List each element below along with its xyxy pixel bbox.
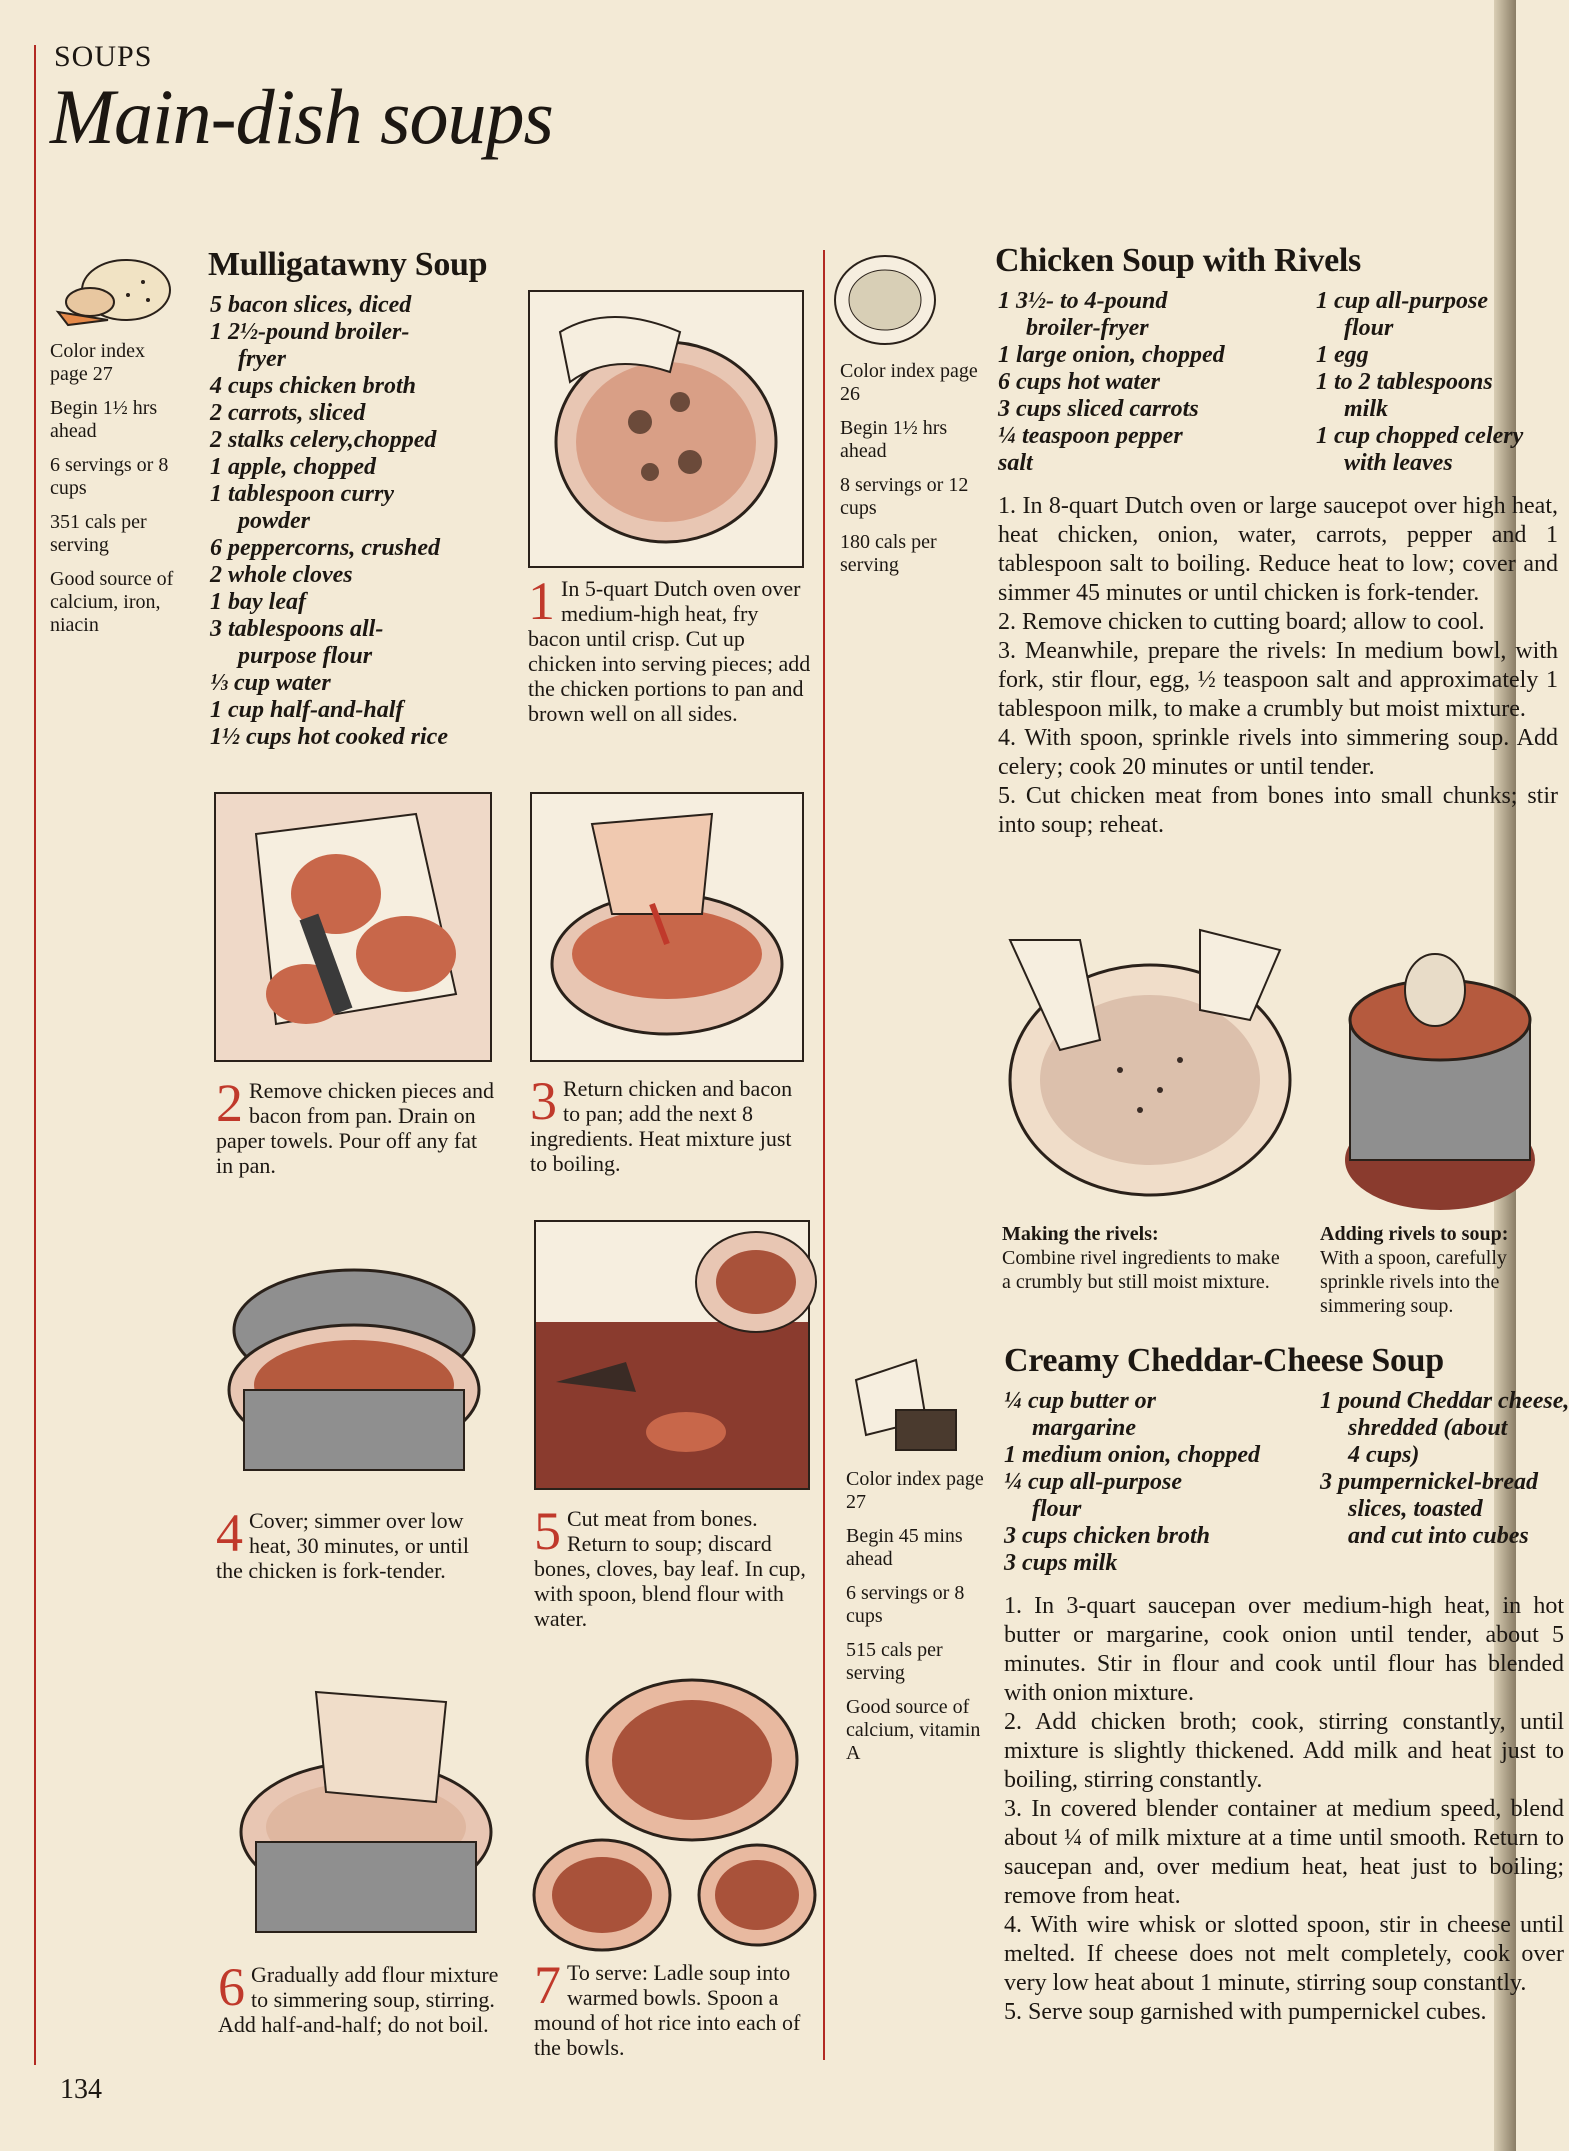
begin-time: Begin 45 mins ahead: [846, 1525, 963, 1570]
servings: 6 servings or 8 cups: [846, 1582, 965, 1627]
step-number: 6: [218, 1957, 245, 2017]
ingredient: 2 whole cloves: [210, 562, 353, 588]
soup-bowl-icon: [830, 250, 940, 350]
ingredient: 1 2½-pound broiler-: [210, 319, 410, 345]
page-number: 134: [60, 2074, 102, 2105]
ingredient: 3 pumpernickel-bread: [1320, 1469, 1538, 1495]
step-text: In 5-quart Dutch oven over medium-high heat, fry bacon until crisp. Cut up chicken into serving pieces; add the chicken portions to pan and brown well on all sides.: [528, 576, 811, 726]
ingredient-list: [998, 288, 1318, 477]
step-text: Cut meat from bones. Return to soup; discard bones, cloves, bay leaf. In cup, with spoon, blend flour with water.: [534, 1506, 806, 1631]
ingredient: 1 cup all-purpose: [1316, 288, 1489, 314]
left-margin-rule: [34, 45, 36, 2065]
recipe-title: Creamy Cheddar-Cheese Soup: [1004, 1342, 1444, 1379]
ingredient: 1½ cups hot cooked rice: [210, 724, 448, 750]
ingredient: 6 peppercorns, crushed: [210, 535, 441, 561]
ingredient: 5 bacon slices, diced: [210, 292, 412, 318]
caption-title: Making the rivels:: [1002, 1223, 1159, 1245]
step-number: 3: [530, 1071, 557, 1131]
step-number: 2: [216, 1073, 243, 1133]
servings: 8 servings or 12 cups: [840, 474, 969, 519]
column-divider-rule: [823, 250, 825, 2060]
step-4: [216, 1503, 498, 1583]
color-index: Color index page 27: [50, 340, 145, 385]
recipe-title: Chicken Soup with Rivels: [995, 242, 1361, 279]
step-5-illustration: [534, 1220, 810, 1490]
ingredient: shredded (about: [1348, 1415, 1508, 1441]
color-index: Color index page 26: [840, 360, 978, 405]
rivels-caption-1: [1002, 1222, 1292, 1294]
section-label: SOUPS: [54, 40, 153, 73]
ingredient: powder: [238, 508, 310, 534]
ingredient: 3 tablespoons all-: [210, 616, 384, 642]
ingredient: ⅓ cup water: [210, 670, 331, 696]
ingredient: with leaves: [1344, 450, 1453, 476]
step-number: 1: [528, 571, 555, 631]
cheese-and-bread-icon: [846, 1350, 966, 1460]
ingredient: broiler-fryer: [1026, 315, 1149, 341]
nutrition-note: Good source of calcium, vitamin A: [846, 1696, 981, 1764]
cheddar-sidebar: [846, 1468, 986, 1776]
direction: 1. In 8-quart Dutch oven or large saucepot over high heat, heat chicken, onion, water, carrots, pepper and 1 tablespoon salt to boiling. Reduce heat to low; cover and simmer 45 minutes or until chicken is fork-tender.: [998, 493, 1558, 606]
servings: 6 servings or 8 cups: [50, 454, 169, 499]
rivels-sidebar: [840, 360, 980, 588]
step-1: [528, 571, 814, 726]
ingredient: flour: [1032, 1496, 1082, 1522]
ingredient: 1 to 2 tablespoons: [1316, 369, 1493, 395]
step-3: [530, 1071, 812, 1176]
ingredient: 1 cup half-and-half: [210, 697, 404, 723]
ingredient: 1 cup chopped celery: [1316, 423, 1524, 449]
ingredient: purpose flour: [238, 643, 373, 669]
step-7-illustration: [532, 1670, 816, 1950]
ingredient: slices, toasted: [1348, 1496, 1483, 1522]
calories: 351 cals per serving: [50, 511, 147, 556]
ingredient: 1 apple, chopped: [210, 454, 376, 480]
recipe-title: Mulligatawny Soup: [208, 246, 488, 283]
step-number: 7: [534, 1955, 561, 2015]
ingredient: 1 medium onion, chopped: [1004, 1442, 1261, 1468]
step-5: [534, 1501, 818, 1631]
ingredient: 1 tablespoon curry: [210, 481, 395, 507]
ingredient: milk: [1344, 396, 1389, 422]
step-6: [218, 1957, 500, 2037]
step-text: To serve: Ladle soup into warmed bowls. Spoon a mound of hot rice into each of the bowls.: [534, 1960, 801, 2060]
ingredient-list: [1320, 1388, 1569, 1550]
ingredient: 3 cups sliced carrots: [998, 396, 1199, 422]
page-title: Main-dish soups: [50, 73, 553, 160]
step-text: Remove chicken pieces and bacon from pan. Drain on paper towels. Pour off any fat in pan.: [216, 1078, 494, 1178]
direction: 1. In 3-quart saucepan over medium-high heat, in hot butter or margarine, cook onion until tender, about 5 minutes. Stir in flour and cook until flour has blended with onion mixture.: [1004, 1593, 1564, 1706]
ingredient: 1 egg: [1316, 342, 1369, 368]
direction: 4. With spoon, sprinkle rivels into simmering soup. Add celery; cook 20 minutes or until tender.: [998, 725, 1558, 780]
ingredient: ¼ cup all-purpose: [1004, 1469, 1183, 1495]
step-text: Return chicken and bacon to pan; add the next 8 ingredients. Heat mixture just to boiling.: [530, 1076, 793, 1176]
rivels-caption-2: [1320, 1222, 1516, 1318]
caption-text: With a spoon, carefully sprinkle rivels into the simmering soup.: [1320, 1247, 1507, 1317]
caption-title: Adding rivels to soup:: [1320, 1223, 1509, 1245]
ingredient: 6 cups hot water: [998, 369, 1161, 395]
direction: 2. Remove chicken to cutting board; allow to cool.: [998, 609, 1485, 635]
begin-time: Begin 1½ hrs ahead: [840, 417, 948, 462]
step-3-illustration: [530, 792, 804, 1062]
ingredient: 1 large onion, chopped: [998, 342, 1225, 368]
ingredient: margarine: [1032, 1415, 1137, 1441]
rivels-directions: [998, 492, 1558, 840]
ingredient-list: [1004, 1388, 1324, 1577]
step-number: 5: [534, 1501, 561, 1561]
step-2-illustration: [214, 792, 492, 1062]
ingredient: ¼ cup butter or: [1004, 1388, 1157, 1414]
step-number: 4: [216, 1503, 243, 1563]
ingredient: 3 cups chicken broth: [1004, 1523, 1211, 1549]
caption-text: Combine rivel ingredients to make a crumbly but still moist mixture.: [1002, 1247, 1280, 1293]
step-6-illustration: [216, 1672, 506, 1942]
step-4-illustration: [214, 1220, 498, 1500]
step-1-illustration: [528, 290, 804, 568]
ingredient-list: [1316, 288, 1524, 477]
step-text: Cover; simmer over low heat, 30 minutes, or until the chicken is fork-tender.: [216, 1508, 469, 1583]
ingredient: 2 carrots, sliced: [210, 400, 366, 426]
direction: 5. Cut chicken meat from bones into small chunks; stir into soup; reheat.: [998, 783, 1558, 838]
ingredient: salt: [998, 450, 1033, 476]
ingredient: 3 cups milk: [1004, 1550, 1118, 1576]
step-2: [216, 1073, 498, 1178]
ingredient-list: [210, 292, 510, 751]
calories: 180 cals per serving: [840, 531, 937, 576]
ingredient: 4 cups chicken broth: [210, 373, 417, 399]
ingredient: 4 cups): [1348, 1442, 1420, 1468]
chicken-vegetables-icon: [48, 250, 178, 335]
calories: 515 cals per serving: [846, 1639, 943, 1684]
ingredient: ¼ teaspoon pepper: [998, 423, 1183, 449]
cheddar-directions: [1004, 1592, 1564, 2027]
direction: 3. Meanwhile, prepare the rivels: In medium bowl, with fork, stir flour, egg, ½ teaspoon salt and approximately 1 tablespoon milk, to make a crumbly but moist mixture.: [998, 638, 1558, 722]
direction: 5. Serve soup garnished with pumpernickel cubes.: [1004, 1999, 1487, 2025]
ingredient: and cut into cubes: [1348, 1523, 1529, 1549]
ingredient: 2 stalks celery,chopped: [210, 427, 437, 453]
ingredient: 1 pound Cheddar cheese,: [1320, 1388, 1569, 1414]
step-text: Gradually add flour mixture to simmering soup, stirring. Add half-and-half; do not boil.: [218, 1962, 499, 2037]
mulligatawny-sidebar: [50, 340, 180, 648]
direction: 4. With wire whisk or slotted spoon, stir in cheese until melted. If cheese does not melt completely, cook over very low heat about 1 minute, stirring soup constantly.: [1004, 1912, 1564, 1996]
ingredient: fryer: [238, 346, 286, 372]
mixing-rivels-illustration: [1000, 920, 1300, 1220]
direction: 2. Add chicken broth; cook, stirring constantly, until mixture is slightly thickened. Add milk and heat just to boiling, stirring constantly.: [1004, 1709, 1564, 1793]
begin-time: Begin 1½ hrs ahead: [50, 397, 158, 442]
ingredient: flour: [1344, 315, 1394, 341]
direction: 3. In covered blender container at medium speed, blend about ¼ of milk mixture at a time until smooth. Return to saucepan and, over medium heat, heat just to boiling; remove from heat.: [1004, 1796, 1564, 1909]
step-7: [534, 1955, 818, 2060]
adding-rivels-illustration: [1320, 920, 1516, 1220]
ingredient: 1 bay leaf: [210, 589, 306, 615]
color-index: Color index page 27: [846, 1468, 984, 1513]
ingredient: 1 3½- to 4-pound: [998, 288, 1168, 314]
nutrition-note: Good source of calcium, iron, niacin: [50, 568, 174, 636]
